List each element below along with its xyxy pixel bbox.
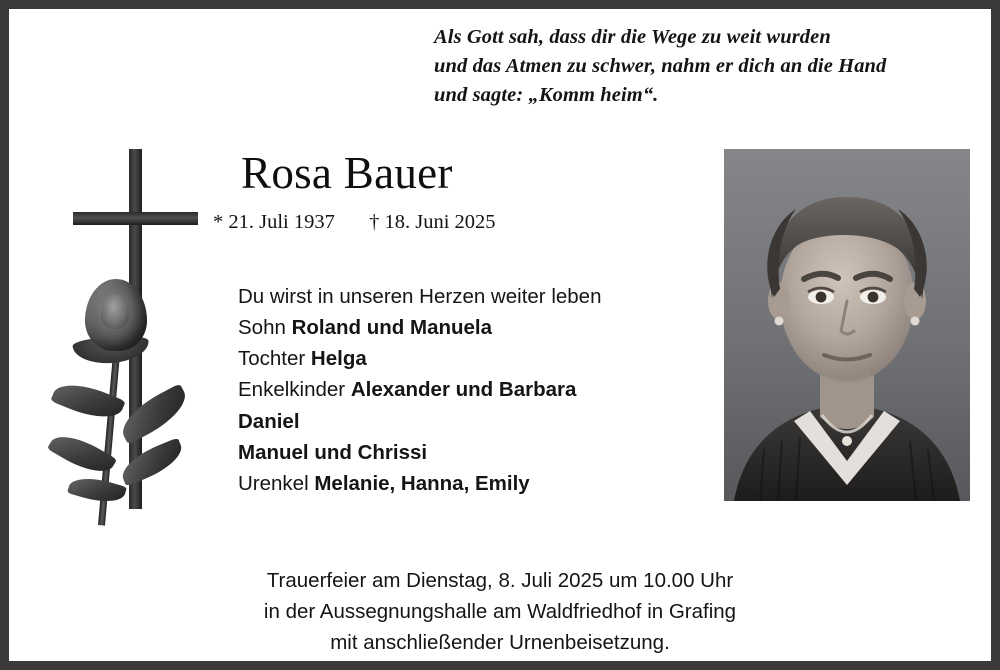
- rose-leaf: [114, 383, 193, 444]
- family-line: [238, 312, 698, 343]
- verse-line-3: und sagte: „Komm heim“.: [434, 84, 659, 107]
- verse-line-1: Als Gott sah, dass dir die Wege zu weit wurden: [434, 26, 831, 48]
- family-names: Roland und Manuela: [291, 316, 493, 340]
- family-relation: Urenkel: [238, 471, 315, 495]
- family-line: [238, 406, 698, 437]
- cross-crossbar: [73, 212, 198, 225]
- family-names: Daniel: [238, 409, 300, 433]
- family-message: [238, 281, 698, 499]
- death-date: † 18. Juni 2025: [369, 211, 496, 233]
- verse-line-2: und das Atmen zu schwer, nahm er dich an die Hand: [434, 55, 887, 78]
- rose-leaf: [67, 472, 127, 509]
- family-line: [238, 437, 698, 468]
- cross-rose-graphic: [47, 149, 227, 529]
- birth-date: * 21. Juli 1937: [213, 211, 335, 233]
- message-intro: Du wirst in unseren Herzen weiter leben: [238, 285, 602, 308]
- family-names: Melanie, Hanna, Emily: [314, 471, 530, 495]
- portrait-image: [724, 149, 970, 501]
- service-line-2: in der Aussegnungshalle am Waldfriedhof in Grafing: [263, 600, 737, 624]
- family-line: [238, 343, 698, 374]
- family-names: Helga: [310, 347, 367, 371]
- rose-leaf: [117, 438, 188, 487]
- family-names: Manuel und Chrissi: [238, 440, 428, 464]
- portrait-photo: [724, 149, 970, 501]
- deceased-name: Rosa Bauer: [241, 148, 453, 198]
- verse-block: [434, 23, 974, 110]
- family-line: [238, 468, 698, 499]
- service-line-3: mit anschließender Urnenbeisetzung.: [330, 631, 670, 655]
- service-line-1: Trauerfeier am Dienstag, 8. Juli 2025 um 10.00 Uhr: [266, 569, 734, 592]
- family-relation: Sohn: [238, 316, 292, 340]
- service-details: [9, 565, 991, 658]
- family-line: [238, 374, 698, 405]
- family-relation: Enkelkinder: [238, 378, 351, 402]
- family-names: Alexander und Barbara: [350, 378, 577, 402]
- life-dates: [213, 211, 496, 234]
- family-relation: Tochter: [238, 347, 311, 371]
